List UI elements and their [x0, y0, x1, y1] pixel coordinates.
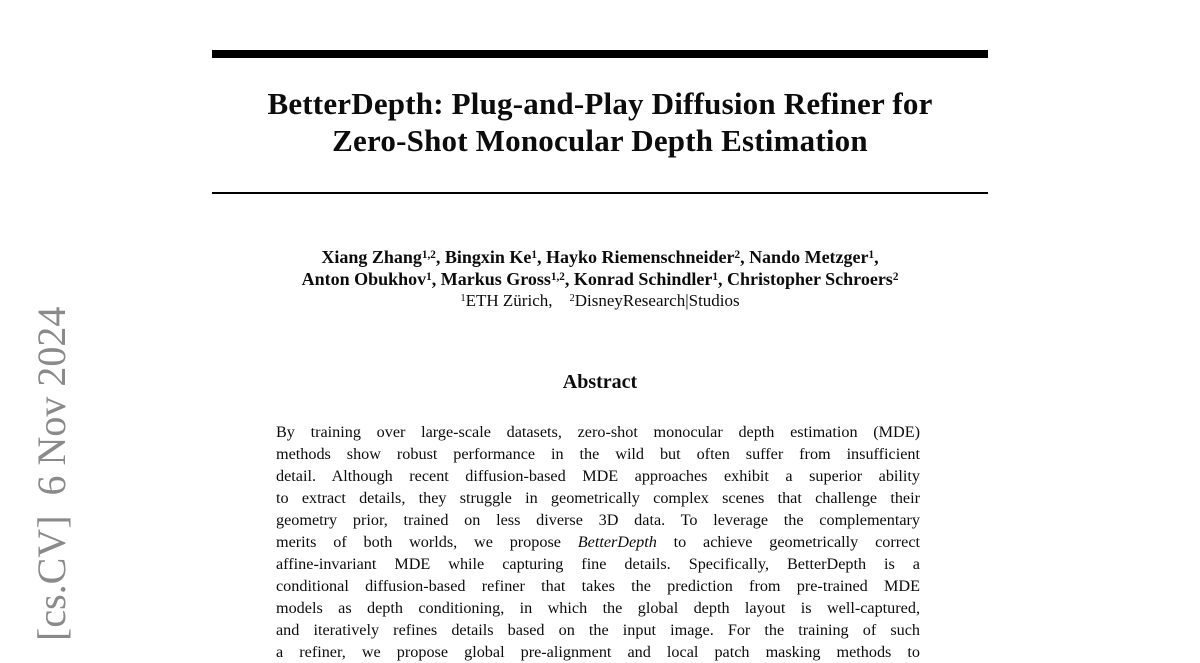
abstract-line: merits of both worlds, we propose BetterDepth to achieve geometrically correct	[276, 533, 920, 551]
top-rule	[212, 50, 988, 58]
abstract-line: conditional diffusion-based refiner that takes the prediction from pre-trained MDE	[276, 577, 920, 595]
abstract-line: By training over large-scale datasets, zero-shot monocular depth estimation (MDE)	[276, 423, 920, 441]
abstract-line: affine-invariant MDE while capturing fine details. Specifically, BetterDepth is a	[276, 555, 920, 573]
abstract-line: a refiner, we propose global pre-alignment and local patch masking methods to	[276, 643, 920, 661]
author-block	[212, 246, 988, 312]
abstract-body	[276, 421, 920, 663]
abstract-line: and iteratively refines details based on the input image. For the training of such	[276, 621, 920, 639]
abstract-line: to extract details, they struggle in geometrically complex scenes that challenge their	[276, 489, 920, 507]
abstract-line: detail. Although recent diffusion-based MDE approaches exhibit a superior ability	[276, 467, 920, 485]
arxiv-category-stamp: [cs.CV] 6 Nov 2024	[29, 306, 74, 641]
abstract-heading: Abstract	[562, 371, 638, 393]
authors-line-1: Xiang Zhang$^{1,2}$, Bingxin Ke$^1$, Hayko Riemenschneider$^2$, Nando Metzger$^1$,	[321, 247, 879, 267]
affiliations: $^1$ETH Zürich, $^2$DisneyResearch|Studios	[460, 291, 740, 310]
abstract-line: geometry prior, trained on less diverse 3D data. To leverage the complementary	[276, 511, 920, 529]
paper-title	[212, 85, 988, 159]
title-line-1: BetterDepth: Plug-and-Play Diffusion Refiner for	[267, 86, 933, 121]
title-line-2: Zero-Shot Monocular Depth Estimation	[332, 123, 868, 158]
authors-line-2: Anton Obukhov$^1$, Markus Gross$^{1,2}$, Konrad Schindler$^1$, Christopher Schroers$^2$	[301, 269, 899, 289]
abstract-line: models as depth conditioning, in which the global depth layout is well-captured,	[276, 599, 920, 617]
abstract-line: methods show robust performance in the wild but often suffer from insufficient	[276, 445, 920, 463]
title-rule	[212, 192, 988, 194]
